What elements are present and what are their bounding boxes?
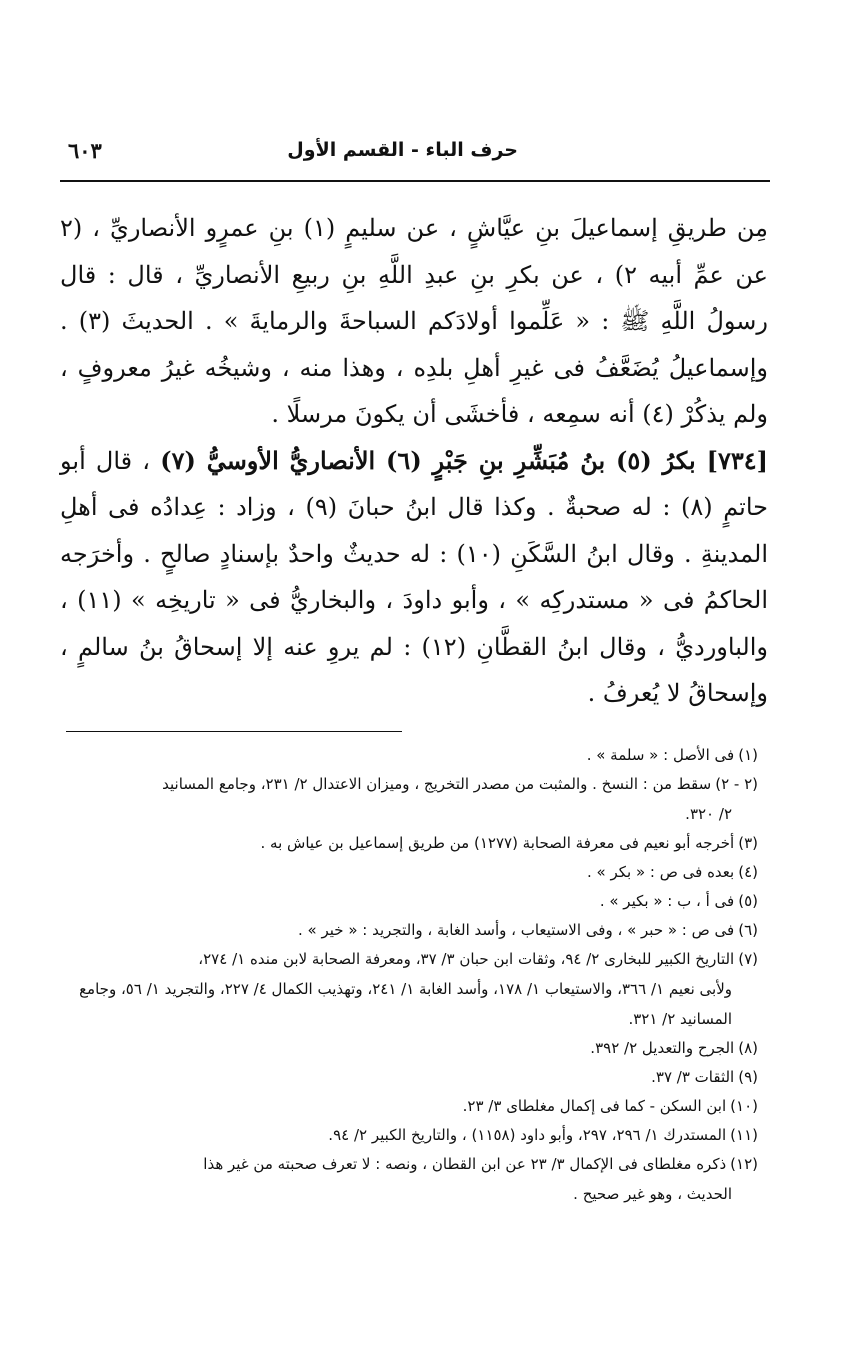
footnote-number: (٤) xyxy=(738,863,758,881)
footnote-4 xyxy=(60,858,768,887)
footnote-number: (١٠) xyxy=(730,1097,758,1115)
footnote-number: (١٢) xyxy=(730,1155,758,1173)
page-number: ٦٠٣ xyxy=(68,137,102,163)
footnote-8 xyxy=(60,1034,768,1063)
footnote-number: (٨) xyxy=(738,1039,758,1057)
footnote-number: (٢ - ٢) xyxy=(715,775,758,793)
footnote-7 xyxy=(60,945,768,974)
footnote-6 xyxy=(60,916,768,945)
footnote-text: فى أ ، ب : « بكير » . xyxy=(599,892,735,910)
footnote-number: (٩) xyxy=(738,1068,758,1086)
footnote-5 xyxy=(60,887,768,916)
footnote-text: الثقات ٣/ ٣٧. xyxy=(651,1068,735,1086)
footnote-text: الجرح والتعديل ٢/ ٣٩٢. xyxy=(590,1039,735,1057)
book-page xyxy=(60,0,768,1355)
footnote-12-cont: الحديث ، وهو غير صحيح . xyxy=(573,1185,732,1203)
footnote-7-cont: ولأبى نعيم ١/ ٣٦٦، والاستيعاب ١/ ١٧٨، وأسد الغابة ١/ ٢٤١، وتهذيب الكمال ٤/ ٢٢٧، والتجريد ١/ ٥٦، وجامع المسانيد ٢/ ٣٢١. xyxy=(79,980,732,1028)
paragraph-1: مِن طريقِ إسماعيلَ بنِ عيَّاشٍ ، عن سليمٍ (١) بنِ عمرٍو الأنصاريِّ ، (٢ عن عمِّ أبيه ٢) ، عن بكرِ بنِ عبدِ اللَّهِ بنِ ربيعِ الأنصاريِّ ، قال : قال رسولُ اللَّهِ ﷺ : « عَلِّموا أولادَكم السباحةَ والرمايةَ » . الحديثَ (٣) . وإسماعيلُ يُضَعَّفُ فى غيرِ أهلِ بلدِه ، وهذا منه ، وشيخُه غيرُ معروفٍ ، ولم يذكُرْ (٤) أنه سمِعه ، فأخشَى أن يكونَ مرسلًا . xyxy=(60,214,769,428)
footnote-10 xyxy=(60,1092,768,1121)
footnote-2 xyxy=(60,770,768,799)
entry-text: ، قال أبو حاتمٍ (٨) : له صحبةٌ . وكذا قال ابنُ حبانَ (٩) ، وزاد : عِدادُه فى أهلِ المدينةِ . وقال ابنُ السَّكَنِ (١٠) : له حديثٌ واحدٌ بإسنادٍ صالحٍ . وأخرَجه الحاكمُ فى « مستدركِه » ، وأبو داودَ ، والبخاريُّ فى « تاريخِه » (١١) ، والباورديُّ ، وقال ابنُ القطَّانِ (١٢) : لم يروِ عنه إلا إسحاقُ بنُ سالمٍ ، وإسحاقُ لا يُعرفُ . xyxy=(60,446,769,707)
page-header xyxy=(60,133,768,167)
footnote-11 xyxy=(60,1121,768,1150)
main-text xyxy=(60,205,768,717)
header-rule xyxy=(60,180,770,182)
footnote-separator xyxy=(66,731,402,732)
footnote-2-cont: ٢/ ٣٢٠. xyxy=(685,805,732,823)
footnote-text: المستدرك ١/ ٢٩٦، ٢٩٧، وأبو داود (١١٥٨) ، والتاريخ الكبير ٢/ ٩٤. xyxy=(328,1126,727,1144)
entry-734 xyxy=(60,438,768,717)
footnote-9 xyxy=(60,1063,768,1092)
footnote-3 xyxy=(60,829,768,858)
running-title: حرف الباء - القسم الأول xyxy=(287,139,518,161)
footnote-number: (٦) xyxy=(738,921,758,939)
footnote-text: فى الأصل : « سلمة » . xyxy=(586,746,735,764)
footnote-text: ابن السكن - كما فى إكمال مغلطاى ٣/ ٢٣. xyxy=(462,1097,727,1115)
footnote-text: أخرجه أبو نعيم فى معرفة الصحابة (١٢٧٧) من طريق إسماعيل بن عياش به . xyxy=(260,834,735,852)
footnote-1 xyxy=(60,741,768,770)
footnote-number: (١١) xyxy=(730,1126,758,1144)
footnote-text: بعده فى ص : « بكر » . xyxy=(586,863,735,881)
footnote-text: فى ص : « حبر » ، وفى الاستيعاب ، وأسد الغابة ، والتجريد : « خير » . xyxy=(298,921,735,939)
footnote-number: (٥) xyxy=(738,892,758,910)
footnote-text: سقط من : النسخ . والمثبت من مصدر التخريج ، وميزان الاعتدال ٢/ ٢٣١، وجامع المسانيد xyxy=(162,775,712,793)
footnotes xyxy=(60,741,768,1209)
entry-heading: [٧٣٤] بكرُ (٥) بنُ مُبَشِّرِ بنِ جَبْرٍ (٦) الأنصاريُّ الأوسيُّ (٧) xyxy=(160,445,768,475)
footnote-12 xyxy=(60,1150,768,1179)
footnote-number: (٣) xyxy=(738,834,758,852)
footnote-number: (٧) xyxy=(738,950,758,968)
footnote-number: (١) xyxy=(738,746,758,764)
footnote-text: التاريخ الكبير للبخارى ٢/ ٩٤، وثقات ابن حبان ٣/ ٣٧، ومعرفة الصحابة لابن منده ١/ ٢٧٤، xyxy=(198,950,735,968)
footnote-text: ذكره مغلطاى فى الإكمال ٣/ ٢٣ عن ابن القطان ، ونصه : لا تعرف صحبته من غير هذا xyxy=(203,1155,727,1173)
